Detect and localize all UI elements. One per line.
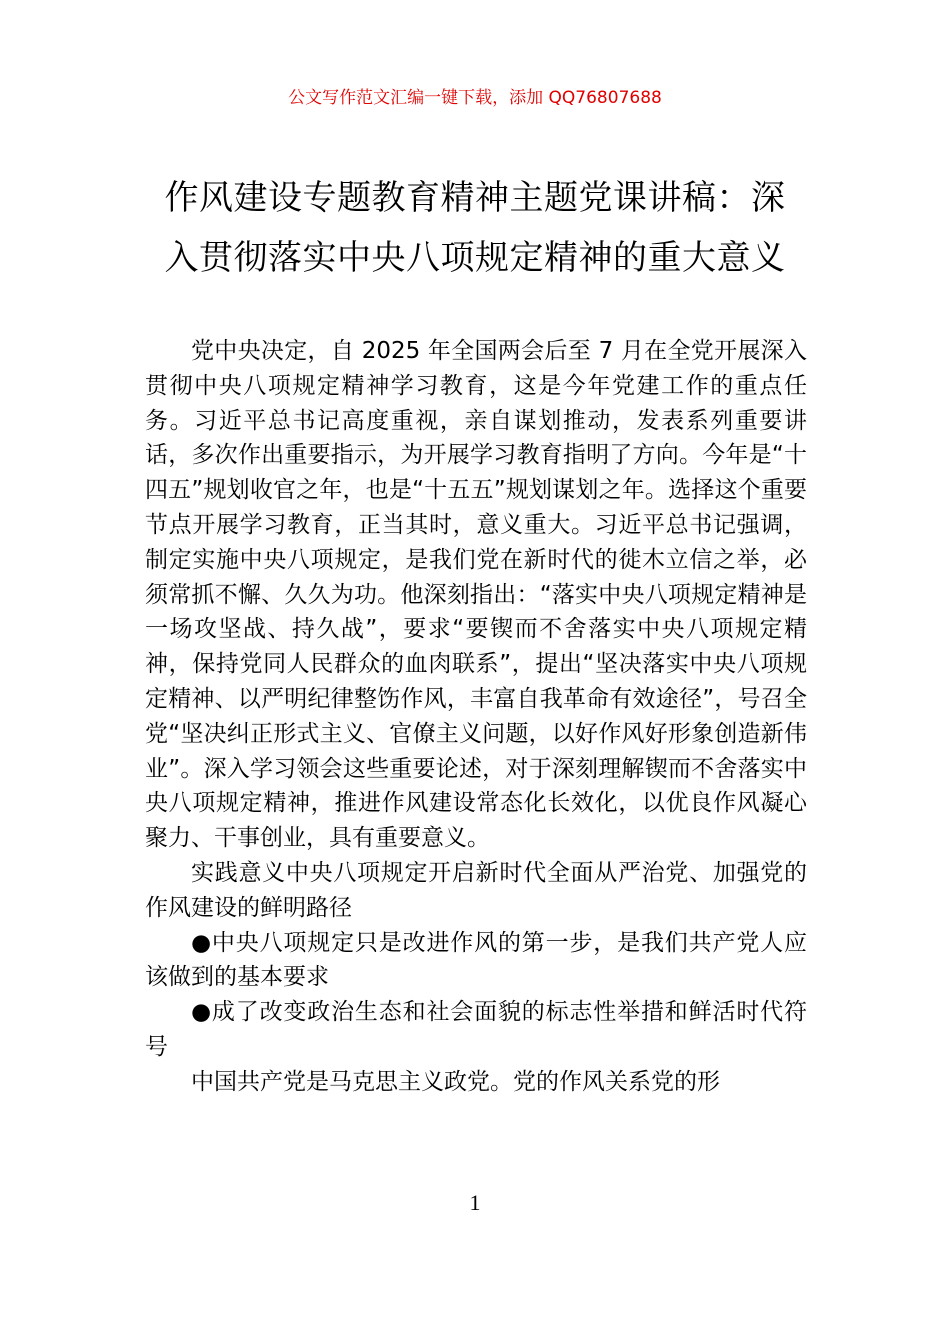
body-paragraph-bullet-1: ●中央八项规定只是改进作风的第一步，是我们共产党人应该做到的基本要求: [145, 929, 807, 991]
body-paragraph-intro: 党中央决定，自 2025 年全国两会后至 7 月在全党开展深入贯彻中央八项规定精神学习教育，这是今年党建工作的重点任务。习近平总书记高度重视，亲自谋划推动，发表系列重要讲话，多次作出重要指示，为开展学习教育指明了方向。今年是“十四五”规划收官之年，也是“十五五”规划谋划之年。选择这个重要节点开展学习教育，正当其时，意义重大。习近平总书记强调，制定实施中央八项规定，是我们党在新时代的徙木立信之举，必须常抓不懈、久久为功。他深刻指出：“落实中央八项规定精神是一场攻坚战、持久战”，要求“要锲而不舍落实中央八项规定精神，保持党同人民群众的血肉联系”，提出“坚决落实中央八项规定精神、以严明纪律整饬作风，丰富自我革命有效途径”，号召全党“坚决纠正形式主义、官僚主义问题，以好作风好形象创造新伟业”。深入学习领会这些重要论述，对于深刻理解锲而不舍落实中央八项规定精神，推进作风建设常态化长效化，以优良作风凝心聚力、干事创业，具有重要意义。: [145, 338, 807, 852]
document-title-line-2: 入贯彻落实中央八项规定精神的重大意义: [164, 238, 786, 278]
body-paragraph-continuation: 中国共产党是马克思主义政党。党的作风关系党的形: [191, 1068, 720, 1095]
page-number: 1: [469, 1190, 481, 1215]
document-title: [145, 168, 805, 288]
document-body: [145, 334, 807, 1100]
header-promo-text: 公文写作范文汇编一键下载，添加 QQ76807688: [288, 88, 662, 108]
body-paragraph-bullet-2: ●成了改变政治生态和社会面貌的标志性举措和鲜活时代符号: [145, 999, 807, 1060]
document-title-line-1: 作风建设专题教育精神主题党课讲稿：深: [164, 178, 786, 218]
body-paragraph-section-heading: 实践意义中央八项规定开启新时代全面从严治党、加强党的作风建设的鲜明路径: [145, 859, 807, 921]
